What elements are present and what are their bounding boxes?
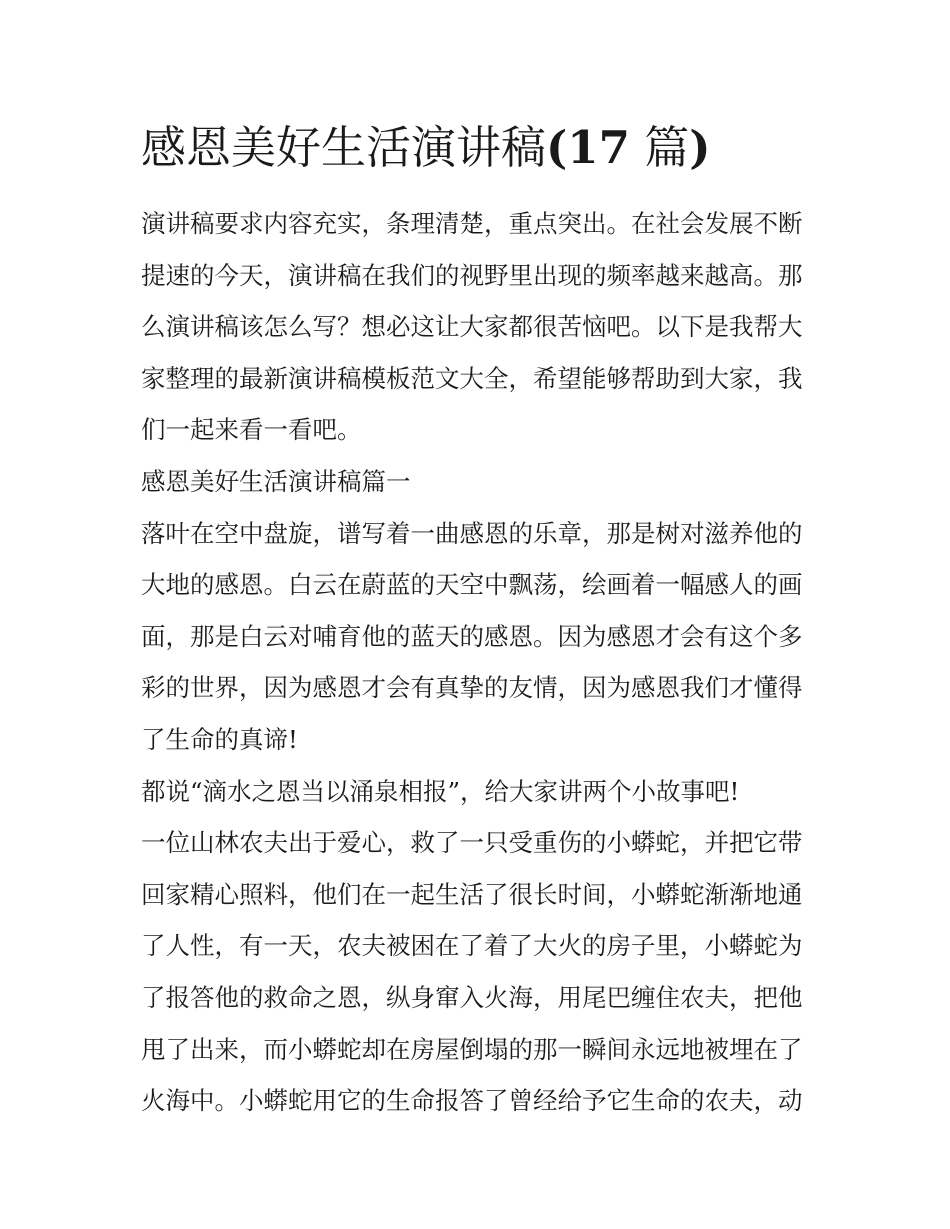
title-close-paren: ): [689, 121, 711, 174]
title-count: (17: [546, 121, 630, 174]
text-line: 甩了出来，而小蟒蛇却在房屋倒塌的那一瞬间永远地被埋在了: [141, 1034, 803, 1064]
text-line: 火海中。小蟒蛇用它的生命报答了曾经给予它生命的农夫，动: [141, 1086, 803, 1116]
text-line: 家整理的最新演讲稿模板范文大全，希望能够帮助到大家，我: [141, 363, 803, 393]
section-heading: 感恩美好生活演讲稿篇一: [141, 466, 411, 496]
text-line: 了报答他的救命之恩，纵身窜入火海，用尾巴缠住农夫，把他: [141, 982, 803, 1012]
text-line: 回家精心照料，他们在一起生活了很长时间，小蟒蛇渐渐地通: [141, 879, 803, 909]
text-line: 演讲稿要求内容充实，条理清楚，重点突出。在社会发展不断: [141, 209, 803, 238]
text-line: 一位山林农夫出于爱心，救了一只受重伤的小蟒蛇，并把它带: [141, 828, 803, 858]
text-line: 们一起来看一看吧。: [141, 415, 362, 445]
text-line: 落叶在空中盘旋，谱写着一曲感恩的乐章，那是树对滋养他的: [141, 518, 803, 548]
document-body: [141, 198, 815, 1127]
text-line: 面，那是白云对哺育他的蓝天的感恩。因为感恩才会有这个多: [141, 621, 803, 651]
text-line: 提速的今天，演讲稿在我们的视野里出现的频率越来越高。那: [141, 260, 803, 290]
text-line: 么演讲稿该怎么写？想必这让大家都很苦恼吧。以下是我帮大: [141, 312, 803, 342]
text-line: 都说“滴水之恩当以涌泉相报”，给大家讲两个小故事吧!: [141, 776, 740, 806]
text-line: 彩的世界，因为感恩才会有真挚的友情，因为感恩我们才懂得: [141, 673, 803, 703]
title-main: 感恩美好生活演讲稿: [141, 121, 547, 174]
document-title: [141, 118, 841, 178]
text-line: 了生命的真谛!: [141, 724, 298, 754]
text-line: 了人性，有一天，农夫被困在了着了大火的房子里，小蟒蛇为: [141, 931, 803, 961]
text-line: 大地的感恩。白云在蔚蓝的天空中飘荡，绘画着一幅感人的画: [141, 570, 803, 600]
title-unit: 篇: [644, 121, 690, 174]
